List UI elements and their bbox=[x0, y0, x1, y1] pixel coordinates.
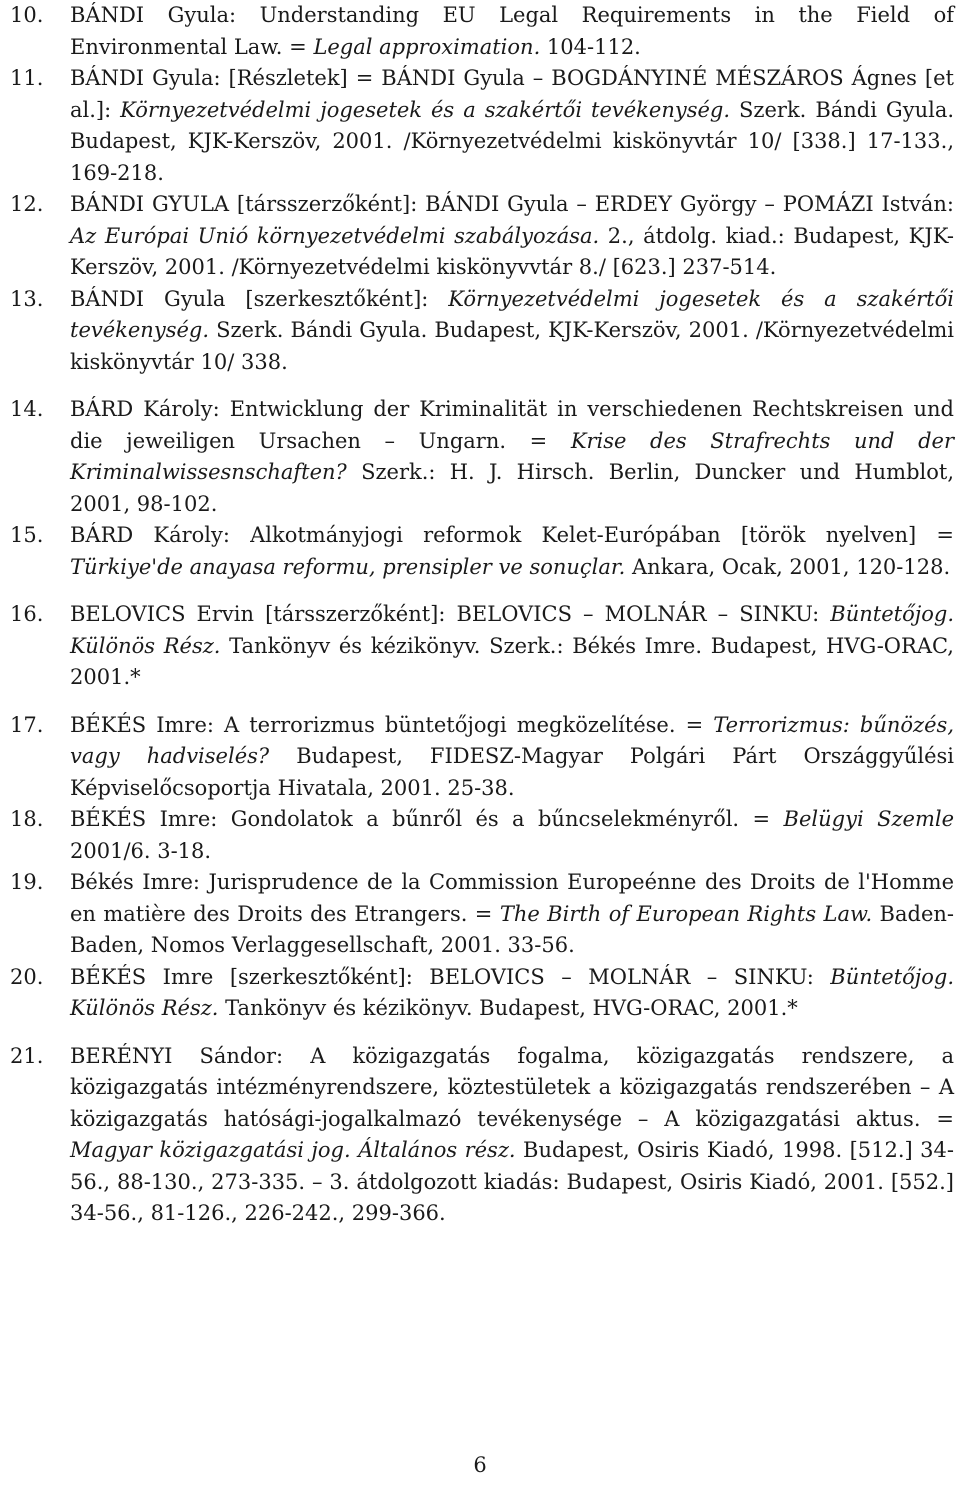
bibliography-entry bbox=[10, 599, 954, 694]
entry-text bbox=[70, 520, 954, 583]
entry-text bbox=[70, 710, 954, 805]
entry-number: 17. bbox=[10, 712, 44, 737]
entry-text-segment: 2001/6. 3-18. bbox=[70, 838, 212, 863]
entry-title-italic: Terrorizmus: bűnözés, vagy hadviselés? bbox=[70, 712, 954, 768]
entry-text-segment: Budapest, FIDESZ-Magyar Polgári Párt Országgyűlési Képviselőcsoportja Hivatala, 2001. 25-38. bbox=[70, 744, 954, 800]
entry-text-segment: BÁNDI GYULA [társszerzőként]: BÁNDI Gyula – ERDEY György – POMÁZI István: bbox=[70, 192, 954, 216]
entry-text-segment: Szerk. Bándi Gyula. Budapest, KJK-Kerszöv, 2001. /Környezetvédelmi kiskönyvtár 10/ [338.] 17-133., 169-218. bbox=[70, 97, 955, 185]
bibliography-entry bbox=[10, 1041, 954, 1230]
bibliography-entry bbox=[10, 710, 954, 805]
entry-title-italic: Környezetvédelmi jogesetek és a szakértői tevékenység. bbox=[120, 97, 731, 122]
entry-title-italic: Magyar közigazgatási jog. Általános rész. bbox=[70, 1138, 516, 1162]
entry-title-italic: Belügyi Szemle bbox=[783, 807, 954, 831]
entry-text-segment: 104-112. bbox=[540, 34, 641, 59]
entry-text-segment: BÁRD Károly: Alkotmányjogi reformok Kelet-Európában [török nyelven] = bbox=[70, 523, 954, 547]
entry-number: 19. bbox=[10, 870, 44, 894]
entry-text bbox=[70, 867, 954, 962]
entry-text-segment: Baden-Baden, Nomos Verlaggesellschaft, 2001. 33-56. bbox=[70, 901, 954, 957]
entry-text-segment: BÁNDI Gyula: Understanding EU Legal Requirements in the Field of Environmental Law. = bbox=[70, 3, 954, 59]
bibliography-entry bbox=[10, 867, 954, 962]
bibliography-entry bbox=[10, 63, 954, 189]
entry-text-segment: BERÉNYI Sándor: A közigazgatás fogalma, közigazgatás rendszere, a közigazgatás intézményrendszere, köztestületek a közigazgatás rendszerében – A közigazgatás hatósági-jogalkalmazó tevékenysége – A közigazgatási aktus. = bbox=[70, 1043, 954, 1131]
entry-title-italic: Az Európai Unió környezetvédelmi szabályozása. bbox=[70, 223, 600, 248]
bibliography-entry bbox=[10, 189, 954, 284]
page-number: 6 bbox=[473, 1453, 487, 1477]
entry-text-segment: BELOVICS Ervin [társszerzőként]: BELOVICS – MOLNÁR – SINKU: bbox=[70, 602, 831, 626]
entry-text bbox=[70, 804, 954, 867]
entry-number: 12. bbox=[10, 192, 44, 216]
entry-text-segment: BÉKÉS Imre: A terrorizmus büntetőjogi megközelítése. = bbox=[70, 712, 714, 737]
entry-number: 18. bbox=[10, 807, 44, 831]
entry-text-segment: BÉKÉS Imre: Gondolatok a bűnről és a bűncselekményről. = bbox=[70, 807, 784, 831]
entry-title-italic: The Birth of European Rights Law. bbox=[499, 901, 873, 926]
entry-text bbox=[70, 1041, 954, 1230]
entry-text-segment: BÁNDI Gyula: [Részletek] = BÁNDI Gyula – BOGDÁNYINÉ MÉSZÁROS Ágnes [et al.]: bbox=[70, 66, 954, 122]
entry-title-italic: Türkiye'de anayasa reformu, prensipler ve sonuçlar. bbox=[70, 554, 626, 579]
entry-text bbox=[70, 0, 954, 63]
entry-number: 14. bbox=[10, 397, 44, 421]
entry-title-italic: Legal approximation. bbox=[313, 34, 541, 59]
entry-text-segment: Tankönyv és kézikönyv. Szerk.: Békés Imre. Budapest, HVG-ORAC, 2001.* bbox=[70, 633, 954, 689]
entry-text-segment: BÉKÉS Imre [szerkesztőként]: BELOVICS – MOLNÁR – SINKU: bbox=[70, 964, 831, 989]
entry-text bbox=[70, 63, 954, 189]
entry-text-segment: Tankönyv és kézikönyv. Budapest, HVG-ORAC, 2001.* bbox=[218, 996, 798, 1020]
entry-text-segment: BÁRD Károly: Entwicklung der Kriminalität in verschiedenen Rechtskreisen und die jeweiligen Ursachen – Ungarn. = bbox=[70, 397, 954, 453]
entry-text bbox=[70, 962, 954, 1025]
entry-title-italic: Krise des Strafrechts und der Kriminalwissesnschaften? bbox=[70, 428, 954, 484]
bibliography-entry bbox=[10, 0, 954, 63]
bibliography-entry bbox=[10, 394, 954, 520]
entry-text-segment: BÁNDI Gyula [szerkesztőként]: bbox=[70, 286, 449, 311]
entry-text bbox=[70, 394, 954, 520]
entry-text-segment: Békés Imre: Jurisprudence de la Commission Europeénne des Droits de l'Homme en matière des Droits des Etrangers. = bbox=[70, 870, 954, 926]
entry-number: 16. bbox=[10, 602, 44, 626]
bibliography-entry bbox=[10, 520, 954, 583]
bibliography-list bbox=[10, 0, 954, 1230]
bibliography-entry bbox=[10, 804, 954, 867]
entry-number: 21. bbox=[10, 1043, 44, 1068]
entry-number: 13. bbox=[10, 286, 44, 311]
entry-number: 11. bbox=[10, 66, 44, 90]
entry-title-italic: Környezetvédelmi jogesetek és a szakértői tevékenység. bbox=[70, 286, 954, 342]
entry-text bbox=[70, 284, 954, 379]
entry-title-italic: Büntetőjog. Különös Rész. bbox=[70, 602, 954, 658]
entry-title-italic: Büntetőjog. Különös Rész. bbox=[70, 964, 954, 1020]
bibliography-entry bbox=[10, 962, 954, 1025]
entry-number: 15. bbox=[10, 523, 44, 547]
entry-text bbox=[70, 599, 954, 694]
entry-number: 20. bbox=[10, 964, 44, 989]
entry-text bbox=[70, 189, 954, 284]
entry-text-segment: Budapest, Osiris Kiadó, 1998. [512.] 34-56., 88-130., 273-335. – 3. átdolgozott kiadás: Budapest, Osiris Kiadó, 2001. [552.] 34-56., 81-126., 226-242., 299-366. bbox=[70, 1138, 954, 1225]
entry-text-segment: Ankara, Ocak, 2001, 120-128. bbox=[625, 554, 951, 579]
bibliography-entry bbox=[10, 284, 954, 379]
entry-text-segment: 2., átdolg. kiad.: Budapest, KJK-Kerszöv, 2001. /Környezetvédelmi kiskönyvvtár 8./ [623.] 237-514. bbox=[70, 223, 954, 279]
entry-text-segment: Szerk. Bándi Gyula. Budapest, KJK-Kerszöv, 2001. /Környezetvédelmi kiskönyvtár 10/ 338. bbox=[70, 318, 954, 374]
entry-number: 10. bbox=[10, 3, 44, 27]
entry-text-segment: Szerk.: H. J. Hirsch. Berlin, Duncker und Humblot, 2001, 98-102. bbox=[70, 460, 954, 516]
